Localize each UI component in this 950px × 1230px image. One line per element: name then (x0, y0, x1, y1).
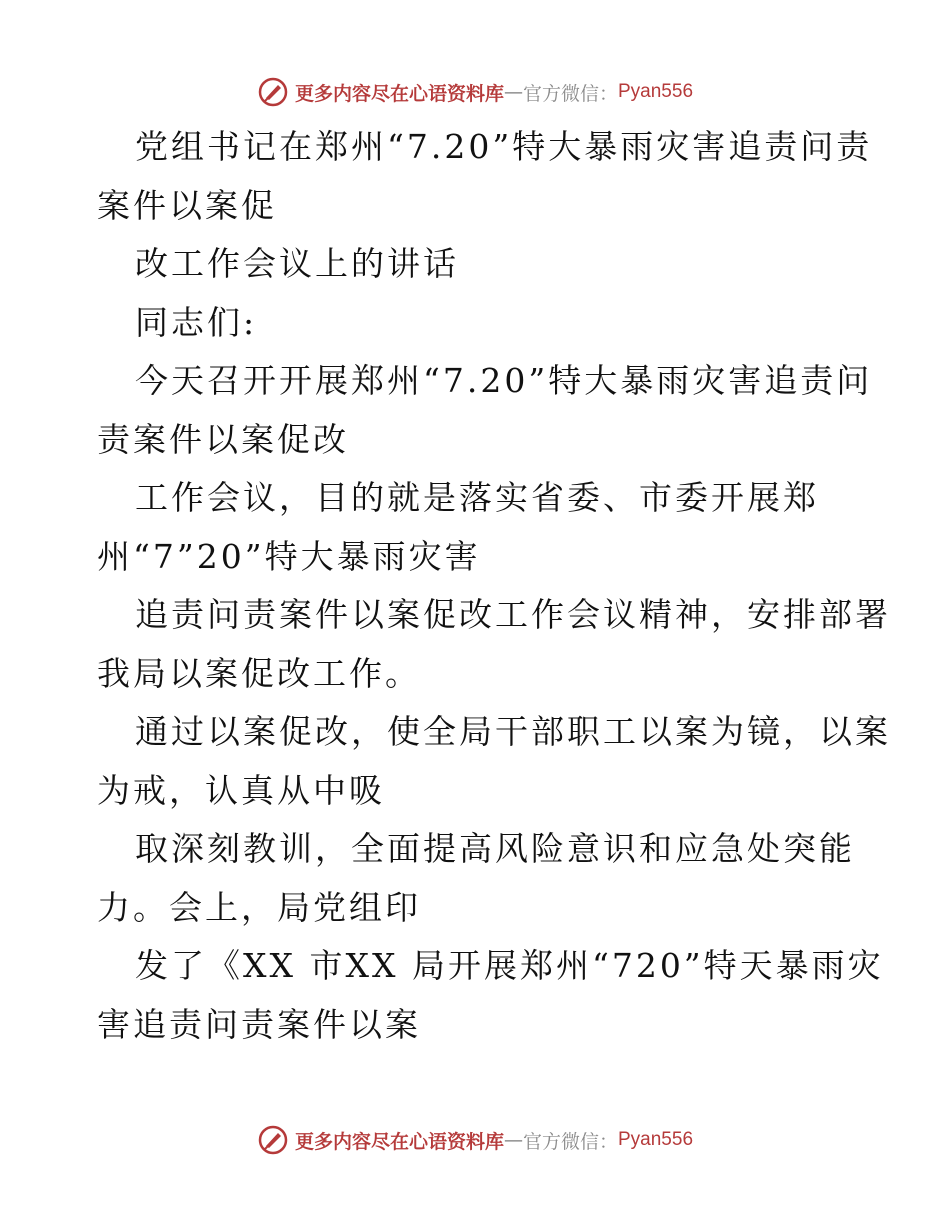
body-text-line: 党组书记在郑州“7.20”特大暴雨灾害追责问责 (135, 127, 873, 166)
watermark-wechat-id: Pyan556 (618, 1129, 694, 1150)
body-text-line: 改工作会议上的讲话 (135, 244, 459, 283)
body-text-line: 工作会议，目的就是落实省委、市委开展郑 (135, 478, 819, 517)
body-text-line: 同志们: (135, 302, 258, 342)
body-text-line: 发了《XX 市XX 局开展郑州“720”特天暴雨灾 (135, 946, 884, 985)
watermark-separator: — (503, 81, 523, 103)
footer-watermark (0, 1120, 950, 1160)
watermark-wechat-id: Pyan556 (618, 81, 694, 102)
body-text-line: 害追责问责案件以案 (97, 1004, 421, 1044)
body-text-line: 我局以案促改工作。 (97, 653, 421, 693)
watermark-wechat-label: 官方微信： (522, 1130, 618, 1153)
watermark-text: 更多内容尽在心语资料库 (294, 82, 504, 105)
body-text-line: 今天召开开展郑州“7.20”特大暴雨灾害追责问 (135, 361, 873, 400)
body-text-line: 取深刻教训，全面提高风险意识和应急处突能 (135, 829, 855, 868)
body-text-line: 力。会上，局党组印 (97, 887, 421, 927)
body-text-line: 追责问责案件以案促改工作会议精神，安排部署 (135, 595, 891, 634)
header-watermark (0, 72, 950, 112)
body-text-line: 通过以案促改，使全局干部职工以案为镜，以案 (135, 712, 891, 751)
watermark-text: 更多内容尽在心语资料库 (294, 1130, 504, 1153)
brush-seal-logo-icon (257, 1124, 289, 1156)
document-body (97, 118, 891, 1054)
body-text-line: 责案件以案促改 (97, 419, 349, 459)
body-text-line: 案件以案促 (97, 185, 277, 225)
brush-seal-logo-icon (257, 76, 289, 108)
watermark-wechat-label: 官方微信： (522, 82, 618, 105)
watermark-separator: — (503, 1129, 523, 1151)
body-text-line: 州“7”20”特大暴雨灾害 (97, 536, 481, 576)
body-text-line: 为戒，认真从中吸 (97, 770, 385, 810)
